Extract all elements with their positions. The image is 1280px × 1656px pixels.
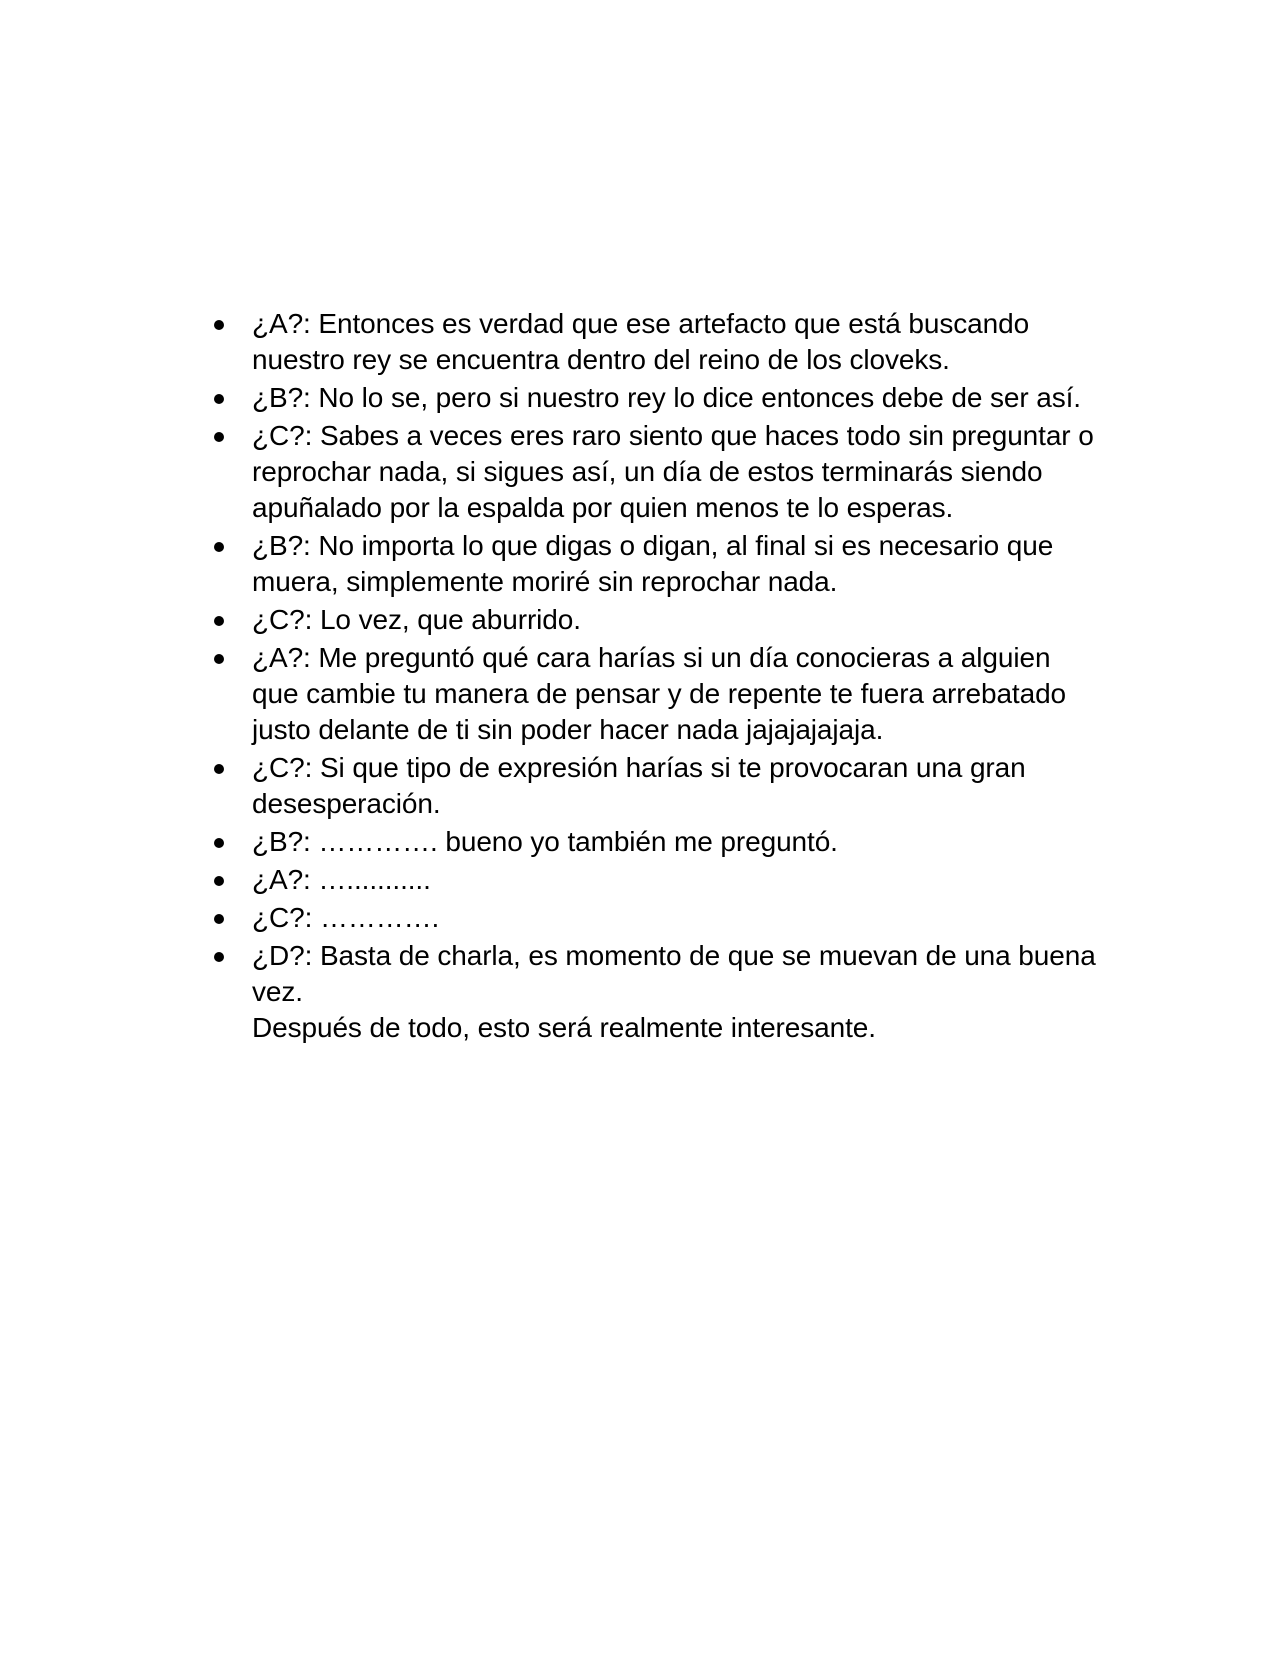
list-item [210,824,1100,860]
bullet-icon [214,432,224,442]
bullet-icon [214,394,224,404]
dialogue-line: ¿C?: Lo vez, que aburrido. [252,604,581,635]
list-item [210,938,1100,1046]
list-item [210,380,1100,416]
list-item [210,306,1100,378]
dialogue-line: ¿C?: Si que tipo de expresión harías si te provocaran una gran desesperación. [252,752,1026,819]
closing-line: Después de todo, esto será realmente interesante. [252,1012,876,1043]
dialogue-line: ¿B?: …………. bueno yo también me preguntó. [252,826,838,857]
dialogue-line: ¿A?: …........... [252,864,431,895]
list-item [210,418,1100,526]
dialogue-line: ¿D?: Basta de charla, es momento de que se muevan de una buena vez. [252,940,1096,1007]
list-item [210,862,1100,898]
bullet-icon [214,764,224,774]
dialogue-line: ¿A?: Me preguntó qué cara harías si un día conocieras a alguien que cambie tu manera de pensar y de repente te fuera arrebatado justo delante de ti sin poder hacer nada jajajajajaja. [252,642,1067,745]
bullet-icon [214,838,224,848]
dialogue-list [210,306,1100,1048]
dialogue-line: ¿C?: Sabes a veces eres raro siento que haces todo sin preguntar o reprochar nada, si sigues así, un día de estos terminarás siendo apuñalado por la espalda por quien menos te lo esperas. [252,420,1094,523]
bullet-icon [214,876,224,886]
list-item [210,640,1100,748]
dialogue-line: ¿B?: No lo se, pero si nuestro rey lo dice entonces debe de ser así. [252,382,1081,413]
list-item [210,602,1100,638]
bullet-icon [214,654,224,664]
bullet-icon [214,616,224,626]
list-item [210,900,1100,936]
bullet-icon [214,952,224,962]
dialogue-line: ¿A?: Entonces es verdad que ese artefacto que está buscando nuestro rey se encuentra dentro del reino de los cloveks. [252,308,1030,375]
list-item [210,528,1100,600]
bullet-icon [214,914,224,924]
dialogue-line: ¿C?: …………. [252,902,440,933]
bullet-icon [214,320,224,330]
dialogue-line: ¿B?: No importa lo que digas o digan, al final si es necesario que muera, simplemente moriré sin reprochar nada. [252,530,1054,597]
list-item [210,750,1100,822]
bullet-icon [214,542,224,552]
